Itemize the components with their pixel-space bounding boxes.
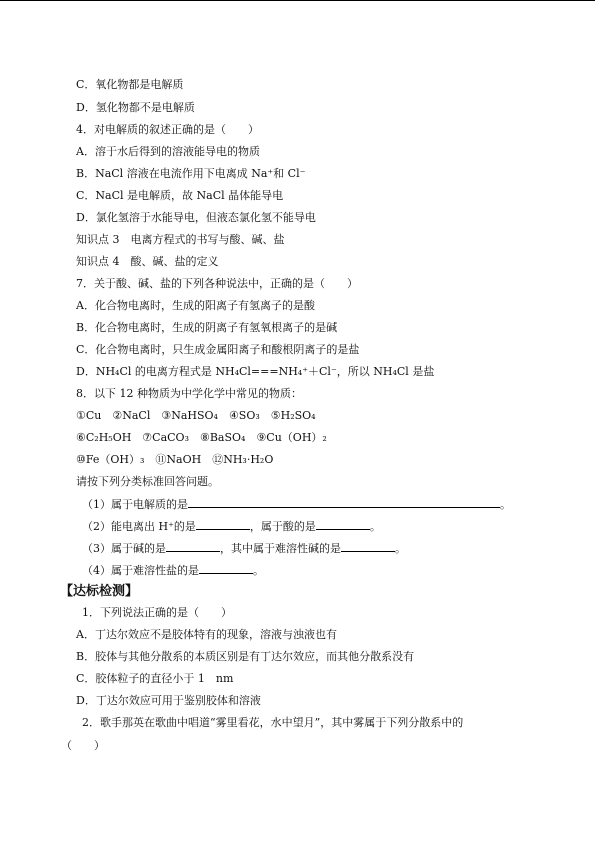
sub-question-3-label-a: （3）属于碱的是: [82, 542, 166, 555]
q7-option-a: A．化合物电离时，生成的阳离子有氢离子的是酸: [76, 299, 315, 312]
period-1: 。: [500, 498, 511, 511]
test-question-1: 1．下列说法正确的是（ ）: [82, 606, 232, 619]
tq1-option-d: D．丁达尔效应可用于鉴别胶体和溶液: [76, 694, 261, 707]
answer-blank-acids[interactable]: [316, 517, 370, 530]
test-question-2: 2．歌手那英在歌曲中唱道“雾里看花，水中望月”，其中雾属于下列分散系中的: [82, 716, 464, 729]
top-rule: [0, 0, 595, 1]
option-d-hydride: D．氢化物都不是电解质: [76, 101, 195, 114]
knowledge-point-4: 知识点 4 酸、碱、盐的定义: [76, 255, 219, 268]
tq1-option-a: A．丁达尔效应不是胶体特有的现象，溶液与浊液也有: [76, 628, 337, 641]
q7-option-d: D．NH₄Cl 的电离方程式是 NH₄Cl===NH₄⁺＋Cl⁻，所以 NH₄Cl 是盐: [76, 365, 435, 378]
answer-blank-bases[interactable]: [166, 539, 220, 552]
period-3: 。: [395, 542, 406, 555]
substance-list-row-3: ⑩Fe（OH）₃ ⑪NaOH ⑫NH₃·H₂O: [76, 453, 274, 466]
substance-list-row-1: ①Cu ②NaCl ③NaHSO₄ ④SO₃ ⑤H₂SO₄: [76, 409, 316, 422]
period-4: 。: [253, 564, 264, 577]
q7-option-c: C．化合物电离时，只生成金属阳离子和酸根阴离子的是盐: [76, 343, 360, 356]
q4-option-d: D．氯化氢溶于水能导电，但液态氯化氢不能导电: [76, 211, 316, 224]
sub-question-4-label: （4）属于难溶性盐的是: [82, 564, 199, 577]
instruction-text: 请按下列分类标准回答问题。: [76, 475, 219, 488]
tq1-option-b: B．胶体与其他分散系的本质区别是有丁达尔效应，而其他分散系没有: [76, 650, 415, 663]
section-heading: 【达标检测】: [60, 584, 139, 599]
question-7: 7．关于酸、碱、盐的下列各种说法中，正确的是（ ）: [76, 277, 358, 290]
test-question-2-bracket: （ ）: [61, 739, 105, 752]
answer-blank-insoluble-salts[interactable]: [199, 561, 253, 574]
option-c-oxide: C．氧化物都是电解质: [76, 78, 184, 91]
sub-question-2: [82, 517, 381, 535]
period-2: 。: [369, 520, 381, 533]
q4-option-c: C．NaCl 是电解质，故 NaCl 晶体能导电: [76, 189, 284, 202]
substance-list-row-2: ⑥C₂H₅OH ⑦CaCO₃ ⑧BaSO₄ ⑨Cu（OH）₂: [76, 431, 327, 444]
tq1-option-c: C．胶体粒子的直径小于 1 nm: [76, 672, 234, 685]
sub-question-1: [82, 495, 511, 513]
question-8: 8．以下 12 种物质为中学化学中常见的物质：: [76, 387, 302, 400]
answer-blank-h-ion[interactable]: [196, 517, 250, 530]
q4-option-b: B．NaCl 溶液在电流作用下电离成 Na⁺和 Cl⁻: [76, 167, 306, 180]
sub-question-4: [82, 561, 264, 579]
sub-question-3-label-b: ，其中属于难溶性碱的是: [220, 542, 341, 555]
sub-question-2-label-a: （2）能电离出 H⁺的是: [82, 520, 196, 533]
answer-blank-insoluble-bases[interactable]: [341, 539, 395, 552]
q7-option-b: B．化合物电离时，生成的阴离子有氢氧根离子的是碱: [76, 321, 338, 334]
sub-question-3: [82, 539, 406, 557]
question-4: 4．对电解质的叙述正确的是（ ）: [76, 123, 259, 136]
knowledge-point-3: 知识点 3 电离方程式的书写与酸、碱、盐: [76, 233, 285, 246]
sub-question-2-label-b: ，属于酸的是: [249, 520, 316, 533]
q4-option-a: A．溶于水后得到的溶液能导电的物质: [76, 145, 260, 158]
answer-blank-electrolytes[interactable]: [188, 495, 500, 508]
sub-question-1-label: （1）属于电解质的是: [82, 498, 188, 511]
